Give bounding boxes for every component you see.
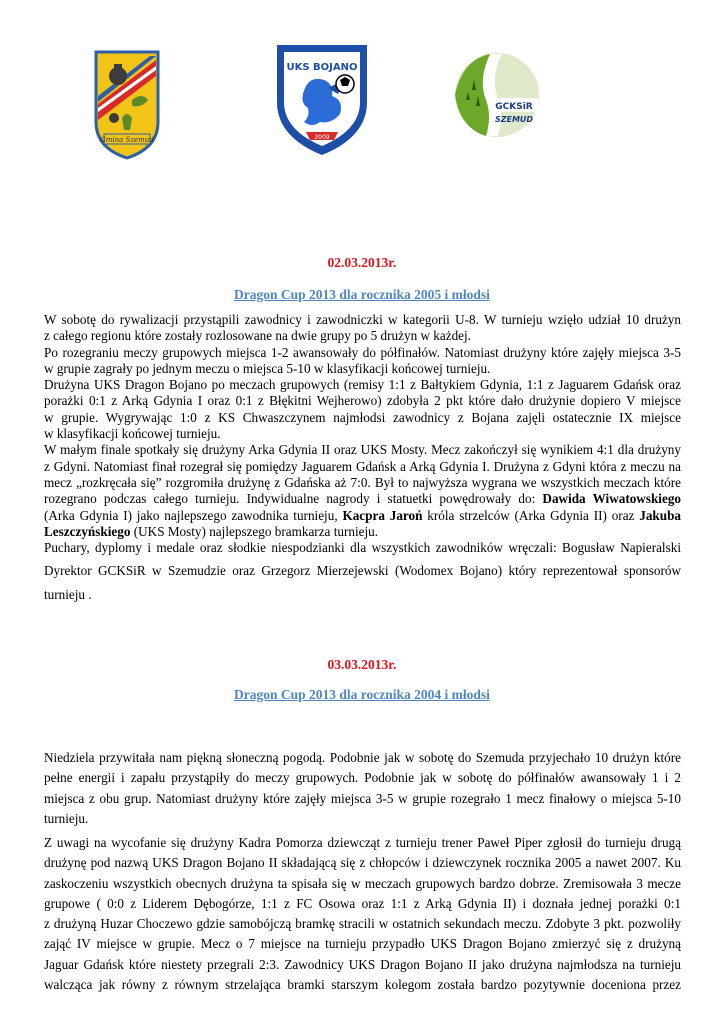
s2-line: walcząca jak równy z równym strzelająca bramki starszym kolegom została bardzo pozytywnie doceniona przez (44, 977, 681, 993)
s1-line-text: króla strzelców (Arka Gdynia II) oraz (427, 507, 635, 523)
s2-line: z drużyną Huzar Choczewo gdzie samobójczą bramkę stracili w ostatnich sekundach meczu. Zdobyte 3 pkt. pozwoliły (44, 916, 681, 932)
s1-line: W sobotę do rywalizacji przystąpili zawodnicy i zawodniczki w kategorii U-8. W turnieju wzięło udział 10 drużyn (44, 312, 681, 327)
section1-title: Dragon Cup 2013 dla rocznika 2005 i młodsi (234, 287, 490, 302)
logo-row (0, 40, 724, 170)
gcksir-logo-text: GCKSiR (495, 102, 533, 112)
s2-line: grupowe ( 0:0 z Liderem Dębogórze, 1:1 z FC Osowa oraz 1:1 z Arką Gdynia II) i doznała jednej porażki 0:1 (44, 895, 681, 911)
s1-line: Po rozegraniu meczy grupowych miejsca 1-2 awansowały do półfinałów. Natomiast drużyny które zajęły miejsca 3-5 (44, 344, 681, 360)
section1-body (44, 312, 681, 603)
s2-line: miejsca z obu grup. Natomiast drużyny które zajęły miejsca 3-5 w grupie rozegrało 1 mecz finałowy o miejsca 5-10 (44, 790, 681, 806)
s1-line-text: (Arka Gdynia I) jako najlepszego zawodnika turnieju, (44, 507, 338, 523)
s1-line-text: rozegrano podczas całego turnieju. Indywidualne nagrody i statuetki powędrowały do: (44, 491, 536, 507)
s2-line: Jaguar Gdańsk które niestety przegrali 2:3. Zawodnicy UKS Dragon Bojano II jako drużyna najmłodsza na turnieju (44, 956, 681, 972)
s2-line: drużynę pod nazwą UKS Dragon Bojano II składającą się z chłopców i dziewczynek rocznika 2005 a nawet 2007. Ku (44, 855, 681, 871)
s1-line (44, 508, 681, 524)
gmina-szemud-crest-logo (92, 48, 162, 160)
s2-line: Z uwagi na wycofanie się drużyny Kadra Pomorza dziewcząt z turnieju trener Paweł Piper zgłosił do turnieju drugą (44, 835, 681, 850)
s2-line: turnieju. (44, 810, 89, 826)
s1-line: Puchary, dyplomy i medale oraz słodkie niespodzianki dla wszystkich zawodników wręczali: Bogusław Napieralski (44, 540, 681, 556)
s2-line: zaskoczeniu wszystkich obecnych drużyna ta spisała się w meczach grupowych bardzo dobrze. Zremisowała 3 mecze (44, 875, 681, 891)
s2-line: pełne energii i zapału przystąpiły do meczy grupowych. Podobnie jak w sobotę do półfinałów awansowały 1 i 2 (44, 770, 681, 786)
s1-line: porażki 0:1 z Arką Gdynia I oraz 0:1 z Błękitni Wejherowo) zdobyła 2 pkt które dało drużynie dopiero V miejsce (44, 393, 681, 409)
award-best-keeper-name-first: Jakuba (639, 507, 682, 523)
s1-line (44, 524, 681, 540)
s1-line: w grupie zagrały po jednym meczu o miejsca 5-10 w klasyfikacji końcowej turnieju. (44, 360, 491, 376)
s1-line: W małym finale spotkały się drużyny Arka Gdynia II oraz UKS Mosty. Mecz zakończył się wynikiem 4:1 dla drużyny (44, 442, 681, 458)
s1-line: w klasyfikacji końcowej turnieju. (44, 426, 221, 442)
award-top-scorer-name: Kacpra Jaroń (342, 507, 423, 523)
s1-line: mecz „rozkręcała się” rozgromiła drużynę z Gdańska aż 7:0. Był to najwyższa wygrana we wszystkich meczach które (44, 474, 681, 490)
award-best-keeper-name-last: Leszczyńskiego (44, 523, 131, 539)
gcksir-logo-subtext: SZEMUD (494, 115, 534, 124)
section2-paragraph-2 (44, 833, 681, 995)
gmina-crest-text: Gmina Szemud (100, 136, 154, 144)
section1-date: 02.03.2013r. (327, 255, 397, 270)
section2-date: 03.03.2013r. (327, 657, 397, 672)
s1-line: Dyrektor GCKSiR w Szemudzie oraz Grzegorz Mierzejewski (Wodomex Bojano) który reprezentował sponsorów (44, 563, 681, 579)
gcksir-szemud-logo (452, 50, 542, 140)
uks-crest-text: UKS BOJANO (286, 62, 358, 73)
s1-line: z całego regionu które zostały rozlosowane na dwie grupy po 5 drużyn w każdej. (44, 328, 471, 344)
section2-paragraph-1 (44, 748, 681, 829)
s1-line: Drużyna UKS Dragon Bojano po meczach grupowych (remisy 1:1 z Bałtykiem Gdynia, 1:1 z Jaguarem Gdańsk oraz (44, 377, 681, 393)
s2-line: zająć IV miejsce w grupie. Mecz o 7 miejsce na turnieju przypadło UKS Dragon Bojano zmierzyć się z drużyną (44, 936, 681, 952)
s1-line: turnieju . (44, 586, 92, 602)
s1-line-text: (UKS Mosty) najlepszego bramkarza turnieju. (133, 523, 379, 539)
award-best-player-name: Dawida Wiwatowskiego (542, 491, 682, 507)
section2-title: Dragon Cup 2013 dla rocznika 2004 i młodsi (234, 687, 490, 702)
uks-bojano-crest-logo (272, 40, 372, 156)
s1-line (44, 491, 681, 507)
s1-line: z Gdyni. Natomiast finał rozegrał się pomiędzy Jaguarem Gdańsk a Arką Gdynia I. Drużyna z Gdyni która z meczu na (44, 458, 681, 474)
s2-line: Niedziela przywitała nam piękną słoneczną pogodą. Podobnie jak w sobotę do Szemuda przyjechało 10 drużyn które (44, 750, 681, 765)
uks-crest-year: 2009 (314, 134, 330, 141)
s1-line: w grupie. Wygrywając 1:0 z KS Chwaszczynem najmłodsi zawodnicy z Bojana zajęli ostatecznie IX miejsce (44, 409, 681, 425)
